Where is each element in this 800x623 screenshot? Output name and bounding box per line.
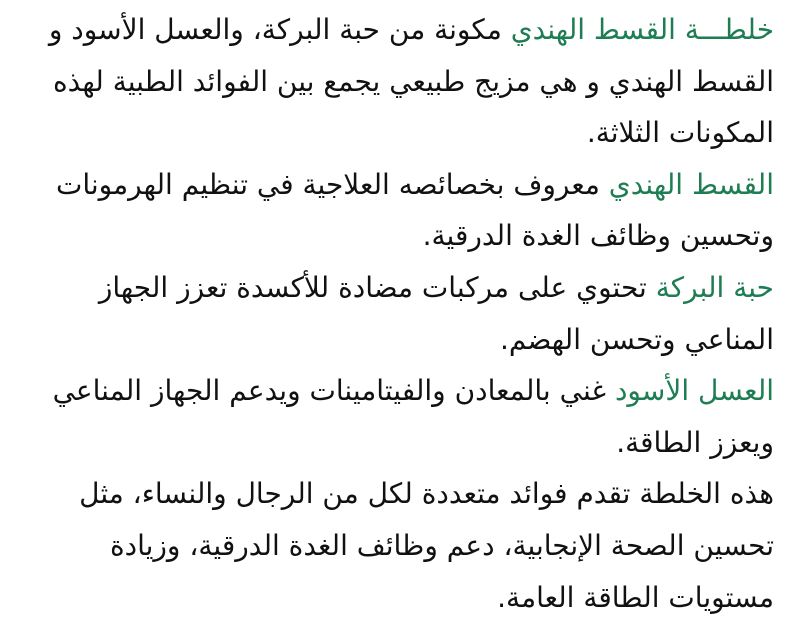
paragraph-text: غني بالمعادن والفيتامينات ويدعم الجهاز المناعي ويعزز الطاقة.: [52, 374, 774, 459]
paragraph-black-seed: [30, 262, 774, 365]
highlight-black-honey: العسل الأسود: [614, 374, 774, 408]
paragraph-text: هذه الخلطة تقدم فوائد متعددة لكل من الرجال والنساء، مثل تحسين الصحة الإنجابية، دعم وظائف الغدة الدرقية، وزيادة مستويات الطاقة العامة.: [79, 477, 774, 614]
article-body: [30, 4, 774, 623]
paragraph-benefits-summary: [30, 468, 774, 623]
paragraph-blend-intro: [30, 4, 774, 159]
highlight-black-seed: حبة البركة: [655, 270, 774, 304]
highlight-indian-costus: القسط الهندي: [608, 167, 774, 201]
paragraph-text: معروف بخصائصه العلاجية في تنظيم الهرمونات وتحسين وظائف الغدة الدرقية.: [55, 167, 774, 253]
paragraph-text: مكونة من حبة البركة، والعسل الأسود و القسط الهندي و هي مزيج طبيعي يجمع بين الفوائد الطبية لهذه المكونات الثلاثة.: [48, 13, 774, 150]
highlight-blend-name: خلطـــة القسط الهندي: [510, 13, 774, 46]
paragraph-black-honey: [30, 365, 774, 468]
paragraph-indian-costus: [30, 159, 774, 262]
paragraph-text: تحتوي على مركبات مضادة للأكسدة تعزز الجهاز المناعي وتحسن الهضم.: [98, 270, 774, 356]
